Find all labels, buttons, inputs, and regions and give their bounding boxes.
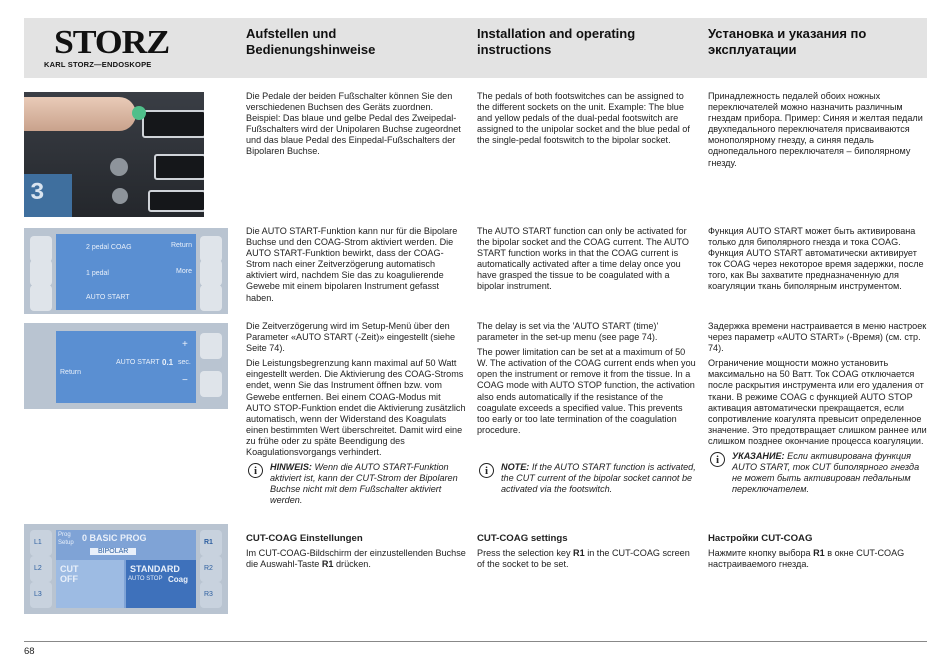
plus-icon: + — [182, 339, 188, 350]
title-german: Aufstellen und Bedienungshinweise — [246, 26, 376, 57]
logo-brand: STORZ — [54, 24, 170, 61]
cutcoag-title-german: CUT-COAG Einstellungen — [246, 533, 363, 544]
autostart-russian: Функция AUTO START может быть активирована только для биполярного гнезда и тока COAG. Функция AUTO START автоматически активирует ток COAG через некоторое время задержки, после того, как Вы захватите предназначенную для коагуляции ткань биполярным инструментом. — [708, 226, 924, 292]
menu-return: Return — [170, 242, 192, 249]
autostart-time-screen — [24, 323, 228, 409]
note-russian: i УКАЗАНИЕ: Если активирована функция AUTO START, ток CUT биполярного гнезда не может быть активирован педальным переключателем. — [708, 451, 928, 495]
cut-off: OFF — [60, 574, 78, 584]
storz-logo — [24, 18, 239, 78]
autostart-label: AUTO START — [116, 359, 160, 366]
pedals-english: The pedals of both footswitches can be assigned to the different sockets on the unit. Example: The blue and yellow pedals of the dual-pedal footswitch are assigned to the unipolar socket and the blue pedal of the single-pedal footswitch to the bipolar socket. — [477, 91, 690, 146]
autostart-value: 0.1 — [162, 358, 174, 367]
menu-row-2: 1 pedal — [86, 270, 109, 277]
autostart-english: The AUTO START function can only be activated for the bipolar socket and the COAG current. The AUTO START function works in that the COAG current is automatically activated after a time delay once you have grasped the tissue to be coagulated with a bipolar instrument. — [477, 226, 689, 292]
program-title: 0 BASIC PROG — [82, 533, 147, 543]
cutcoag-russian: Настройки CUT-COAG Нажмите кнопку выбора R1 в окне CUT-COAG настраиваемого гнезда. — [708, 533, 928, 570]
cutcoag-german: CUT-COAG Einstellungen Im CUT-COAG-Bildschirm der einzustellenden Buchse die Auswahl-Taste R1 drücken. — [246, 533, 466, 570]
menu-row-1: 2 pedal COAG — [86, 244, 132, 251]
info-icon: i — [710, 452, 725, 467]
autostart-german: Die AUTO START-Funktion kann nur für die Bipolare Buchse und den COAG-Strom aktiviert werden. Die AUTO START-Funktion bewirkt, dass der COAG-Strom nach einer Zeitverzögerung automatisch aktiviert wird, nachdem Sie das zu koagulierende Gewebe mit einem bipolaren Instrument gefasst haben. — [246, 226, 458, 303]
autostart-menu-screen — [24, 228, 228, 314]
cut-label: CUT — [60, 564, 79, 574]
cutcoag-title-russian: Настройки CUT-COAG — [708, 533, 813, 544]
menu-row-3: AUTO START — [86, 294, 130, 301]
title-english: Installation and operating instructions — [477, 26, 636, 57]
cutcoag-title-english: CUT-COAG settings — [477, 533, 568, 544]
pedals-russian: Принадлежность педалей обоих ножных переключателей можно назначить различным гнездам прибора. Пример: Синяя и желтая педали двухпедального переключателя присваиваются монополярному гнезду, а синяя педаль однопедального переключателя – биполярному гнезду. — [708, 91, 923, 168]
info-icon: i — [479, 463, 494, 478]
delay-russian: Задержка времени настраивается в меню настроек через параметр «AUTO START» (-Время) (см. стр. 74). Ограничение мощности можно установить максимально на 50 Ватт. Ток COAG отключается после раскрытия инструмента или его удаления от ткани. В режиме COAG с функцией AUTO STOP активация автоматически прекращается, если сопротивление коагулята превысит определенное значение. Это предотвращает слишком раннее или слишком позднее окончание процесса коагуляции. i УКАЗАНИЕ: Если активирована функция AUTO START, ток CUT биполярного гнезда не может быть активирован педальным переключателем. — [708, 321, 927, 495]
time-return: Return — [60, 369, 82, 376]
title-russian: Установка и указания по эксплуатации — [708, 26, 867, 57]
note-german: i HINWEIS: Wenn die AUTO START-Funktion aktiviert ist, kann der CUT-Strom der Bipolaren Buchse nicht mit dem Fußschalter aktiviert werden. — [246, 462, 466, 506]
hand-photo — [24, 97, 136, 131]
page-number: 68 — [24, 646, 35, 657]
pedals-german: Die Pedale der beiden Fußschalter können Sie den verschiedenen Buchsen des Geräts zuordnen. Beispiel: Das blaue und gelbe Pedal des Zweipedal-Fußschalters wird der Unipolaren Buchse zugeordnet und das blaue Pedal des Einpedal-Fußschalters der Bipolaren Buchse. — [246, 91, 461, 157]
menu-more: More — [176, 268, 192, 275]
info-icon: i — [248, 463, 263, 478]
minus-icon: − — [182, 375, 188, 386]
cutcoag-english: CUT-COAG settings Press the selection key R1 in the CUT-COAG screen of the socket to be set. — [477, 533, 697, 570]
logo-subtitle: KARL STORZ—ENDOSKOPE — [44, 60, 152, 69]
led-display: 3 — [24, 174, 72, 217]
autostart-unit: sec. — [178, 359, 191, 366]
coag-mode: STANDARD — [130, 564, 180, 574]
delay-english: The delay is set via the 'AUTO START (time)' parameter in the set-up menu (see page 74). The power limitation can be set at a maximum of 50 W. The activation of the COAG current ends when you open the instrument or remove it from the tissue. In a COAG mode with AUTO STOP function, the activation also ends automatically if the resistance of the coagulate exceeds a specified value. This prevents too early or too late termination of the coagulation procedure. i NOTE: If the AUTO START function is activated, the CUT current of the bipolar socket cannot be activated via the footswitch. — [477, 321, 696, 495]
note-english: i NOTE: If the AUTO START function is activated, the CUT current of the bipolar socket cannot be activated via the footswitch. — [477, 462, 697, 495]
delay-german: Die Zeitverzögerung wird im Setup-Menü über den Parameter «AUTO START (-Zeit)» eingestellt (siehe Seite 74). Die Leistungsbegrenzung kann maximal auf 50 Watt eingestellt werden. Die Aktivierung des COAG-Stroms endet, wenn Sie das Instrument öffnen bzw. vom Gewebe entfernen. Bei einem COAG-Modus mit AUTO STOP-Funktion endet die Aktivierung zusätzlich automatisch, wenn der Widerstand des Koagulats einen bestimmten Wert überschreitet. Damit wird eine zu frühe oder zu späte Beendigung des Koagulationsvorgangs verhindert. i HINWEIS: Wenn die AUTO START-Funktion aktiviert ist, kann der CUT-Strom der Bipolaren Buchse nicht mit dem Fußschalter aktiviert werden. — [246, 321, 466, 506]
footswitch-socket-photo — [24, 92, 204, 217]
cut-coag-screen: L1 L2 L3 Prog Setup 0 BASIC PROG BIPOLAR CUT OFF STANDARD AUTO STOP Coag R1 R2 R3 — [24, 524, 228, 614]
footer-divider — [24, 641, 927, 642]
